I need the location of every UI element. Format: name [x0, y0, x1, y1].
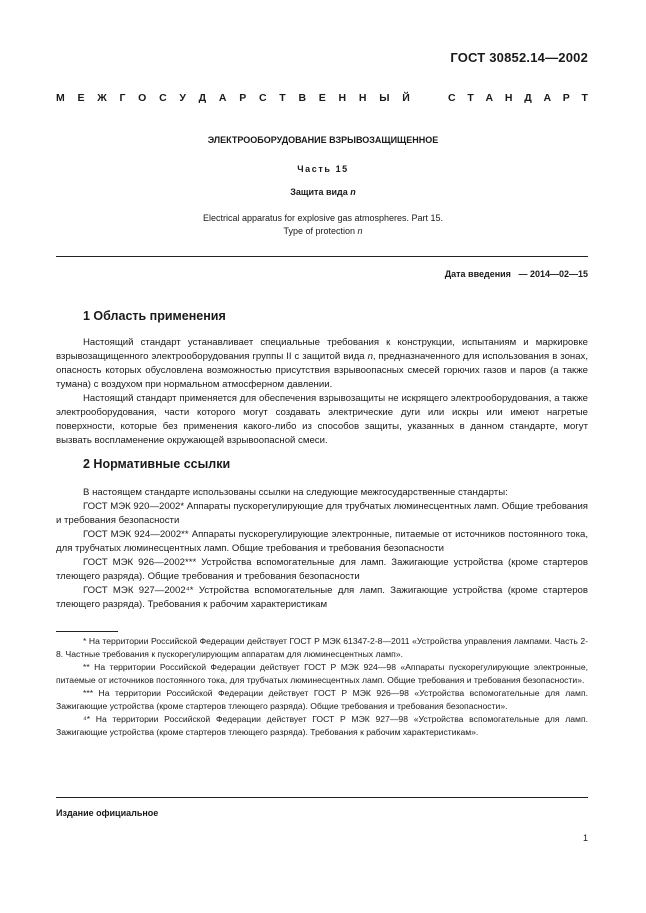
- banner-letter: Т: [581, 92, 588, 104]
- english-title-line-1: Electrical apparatus for explosive gas atmospheres. Part 15.: [202, 213, 444, 223]
- reference-item: ГОСТ МЭК 920—2002* Аппараты пускорегулирующие для трубчатых люминесцентных ламп. Общие требования и требования безопасности: [56, 501, 588, 526]
- footnote-item: ⁴* На территории Российской Федерации действует ГОСТ Р МЭК 927—98 «Устройства вспомогательные для ламп. Зажигающие устройства (кроме стартеров тлеющего разряда). Требования к рабочим характеристикам».: [56, 714, 588, 737]
- para1-text-b: , предназначенного для использования в зонах, опасность которых обусловлена возможностью присутствия взрывоопасных смесей горючих газов и паров (а также тумана) с воздухом при нормальном атмосферном давлении.: [56, 351, 588, 390]
- banner-letter: Р: [562, 92, 570, 104]
- banner-letter: А: [218, 92, 227, 104]
- section-2-body: [56, 486, 588, 612]
- section-1-heading: 1 Область применения: [83, 309, 226, 323]
- english-title-line-2: [0, 225, 646, 238]
- para1-text-a: Настоящий стандарт устанавливает специальные требования к конструкции, испытаниям и маркировке взрывозащищенного электрооборудования группы II с защитой вида: [56, 337, 588, 362]
- banner-letter: Г: [119, 92, 126, 104]
- banner-letter: В: [298, 92, 307, 104]
- footer-divider: [56, 797, 588, 798]
- banner-word-interstate: [56, 92, 410, 104]
- page-number: 1: [582, 833, 588, 843]
- footnote-separator: [56, 631, 118, 632]
- part-label: Часть 15: [297, 164, 349, 174]
- intro-date-label: Дата введения: [444, 269, 511, 279]
- banner-letter: Д: [524, 92, 532, 104]
- english-title: [0, 212, 646, 238]
- banner-letter: Н: [504, 92, 513, 104]
- banner-letter: Ж: [97, 92, 107, 104]
- banner-letter: С: [448, 92, 456, 104]
- footnotes: [56, 635, 588, 739]
- footnote-item: *** На территории Российской Федерации действует ГОСТ Р МЭК 926—98 «Устройства вспомогательные для ламп. Зажигающие устройства (кроме стартеров тлеющего разряда). Общие требования и требования безопасности».: [56, 688, 588, 711]
- banner-letter: Й: [402, 92, 410, 104]
- banner-letter: Д: [198, 92, 207, 104]
- banner-letter: Р: [239, 92, 247, 104]
- banner-letter: А: [543, 92, 552, 104]
- banner-letter: С: [159, 92, 167, 104]
- section-1-paragraph-2: Настоящий стандарт применяется для обеспечения взрывозащиты не искрящего электрооборудования, а также электрооборудования, части которого могут создавать электрические дуги или искры или имеют нагретые поверхности, которые без применения какого-либо из способов защиты, указанных в данном стандарте, могут вызвать воспламенение окружающей взрывоопасной смеси.: [56, 393, 588, 446]
- banner-letter: У: [179, 92, 186, 104]
- english-title-text: Type of protection: [283, 226, 358, 236]
- banner-letter: С: [258, 92, 267, 104]
- banner-letter: Н: [338, 92, 347, 104]
- banner-letter: Е: [77, 92, 85, 104]
- header-divider: [56, 256, 588, 257]
- banner-letter: А: [485, 92, 494, 104]
- document-number: ГОСТ 30852.14—2002: [450, 50, 588, 65]
- banner-letter: Т: [467, 92, 474, 104]
- document-subtitle: [0, 187, 646, 197]
- section-1-paragraph-1: [56, 336, 588, 392]
- banner-letter: Е: [318, 92, 326, 104]
- english-title-letter: n: [357, 226, 363, 236]
- official-edition-label: Издание официальное: [56, 808, 159, 818]
- footnote-item: ** На территории Российской Федерации действует ГОСТ Р МЭК 924—98 «Аппараты пускорегулирующие электронные, питаемые от источников постоянного тока, для трубчатых люминесцентных ламп. Общие требования и требования безопасности».: [56, 662, 588, 685]
- section-2-heading: 2 Нормативные ссылки: [83, 457, 231, 471]
- banner-word-standard: [448, 92, 588, 104]
- banner-letter: Н: [358, 92, 367, 104]
- reference-item: ГОСТ МЭК 926—2002*** Устройства вспомогательные для ламп. Зажигающие устройства (кроме стартеров тлеющего разряда). Общие требования и требования безопасности: [56, 557, 588, 582]
- subtitle-text: Защита вида: [290, 187, 351, 197]
- banner-letter: О: [138, 92, 147, 104]
- introduction-date: [445, 269, 588, 279]
- subtitle-letter: n: [350, 187, 356, 197]
- para1-letter: n: [367, 351, 373, 362]
- section-1-body: [56, 336, 588, 448]
- intro-date-value: — 2014—02—15: [518, 269, 588, 279]
- reference-item: ГОСТ МЭК 927—2002⁴* Устройства вспомогательные для ламп. Зажигающие устройства (кроме стартеров тлеющего разряда). Требования к рабочим характеристикам: [56, 585, 588, 610]
- reference-item: ГОСТ МЭК 924—2002** Аппараты пускорегулирующие электронные, питаемые от источников постоянного тока, для трубчатых люминесцентных ламп. Общие требования и требования безопасности: [56, 529, 588, 554]
- section-2-intro: В настоящем стандарте использованы ссылки на следующие межгосударственные стандарты:: [83, 487, 508, 498]
- footnote-item: * На территории Российской Федерации действует ГОСТ Р МЭК 61347-2-8—2011 «Устройства управления лампами. Часть 2-8. Частные требования к пускорегулирующим аппаратам для люминесцентных ламп».: [56, 636, 588, 659]
- banner-letter: Ы: [379, 92, 390, 104]
- document-title: ЭЛЕКТРООБОРУДОВАНИЕ ВЗРЫВОЗАЩИЩЕННОЕ: [207, 135, 439, 145]
- banner-letter: Т: [279, 92, 286, 104]
- standard-banner: [56, 92, 588, 104]
- banner-letter: М: [56, 92, 65, 104]
